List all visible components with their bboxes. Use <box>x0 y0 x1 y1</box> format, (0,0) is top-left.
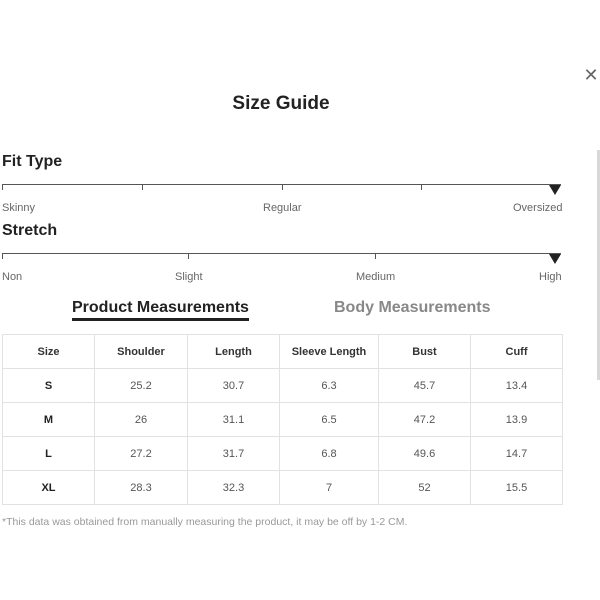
column-header-bust: Bust <box>379 335 471 369</box>
table-cell: 13.9 <box>471 403 563 437</box>
table-cell: 7 <box>280 471 379 505</box>
table-cell-size: XL <box>3 471 95 505</box>
stretch-label-slight: Slight <box>175 271 203 283</box>
table-cell: 26 <box>95 403 188 437</box>
fit-type-tick <box>142 184 143 190</box>
table-cell: 15.5 <box>471 471 563 505</box>
table-cell: 49.6 <box>379 437 471 471</box>
stretch-tick <box>375 253 376 259</box>
stretch-label-high: High <box>539 271 562 283</box>
stretch-scale-line <box>2 253 561 254</box>
fit-type-label-regular: Regular <box>263 202 302 214</box>
stretch-label-medium: Medium <box>356 271 396 283</box>
table-cell-size: L <box>3 437 95 471</box>
fit-type-label-skinny: Skinny <box>2 202 36 214</box>
table-cell: 45.7 <box>379 369 471 403</box>
table-cell: 28.3 <box>95 471 188 505</box>
fit-type-title: Fit Type <box>2 153 63 170</box>
table-cell: 32.3 <box>188 471 280 505</box>
table-row <box>3 403 563 437</box>
fit-type-tick <box>421 184 422 190</box>
column-header-sleeve-length: Sleeve Length <box>280 335 379 369</box>
table-cell: 6.5 <box>280 403 379 437</box>
tab-body-measurements[interactable]: Body Measurements <box>334 299 491 316</box>
table-row <box>3 369 563 403</box>
column-header-cuff: Cuff <box>471 335 563 369</box>
table-cell: 30.7 <box>188 369 280 403</box>
stretch-label-non: Non <box>2 271 23 283</box>
table-header-row <box>3 335 563 369</box>
fit-type-tick <box>282 184 283 190</box>
stretch-selected-marker-icon <box>549 254 561 264</box>
column-header-length: Length <box>188 335 280 369</box>
stretch-tick <box>188 253 189 259</box>
table-row <box>3 437 563 471</box>
fit-type-label-oversized: Oversized <box>513 202 563 214</box>
table-cell: 14.7 <box>471 437 563 471</box>
table-cell: 13.4 <box>471 369 563 403</box>
table-cell: 31.1 <box>188 403 280 437</box>
measurement-note: *This data was obtained from manually measuring the product, it may be off by 1-2 CM. <box>2 516 408 528</box>
stretch-tick <box>2 253 3 259</box>
close-icon[interactable]: ✕ <box>583 65 599 85</box>
table-cell: 31.7 <box>188 437 280 471</box>
fit-type-selected-marker-icon <box>549 185 561 195</box>
fit-type-tick <box>2 184 3 190</box>
table-cell-size: S <box>3 369 95 403</box>
table-cell: 27.2 <box>95 437 188 471</box>
column-header-size: Size <box>3 335 95 369</box>
tab-product-measurements[interactable]: Product Measurements <box>72 299 249 316</box>
column-header-shoulder: Shoulder <box>95 335 188 369</box>
size-table <box>2 334 563 505</box>
table-cell: 52 <box>379 471 471 505</box>
table-cell: 25.2 <box>95 369 188 403</box>
table-cell: 47.2 <box>379 403 471 437</box>
page-title: Size Guide <box>232 93 330 114</box>
table-row <box>3 471 563 505</box>
table-cell: 6.8 <box>280 437 379 471</box>
table-cell-size: M <box>3 403 95 437</box>
table-cell: 6.3 <box>280 369 379 403</box>
stretch-title: Stretch <box>2 222 58 239</box>
